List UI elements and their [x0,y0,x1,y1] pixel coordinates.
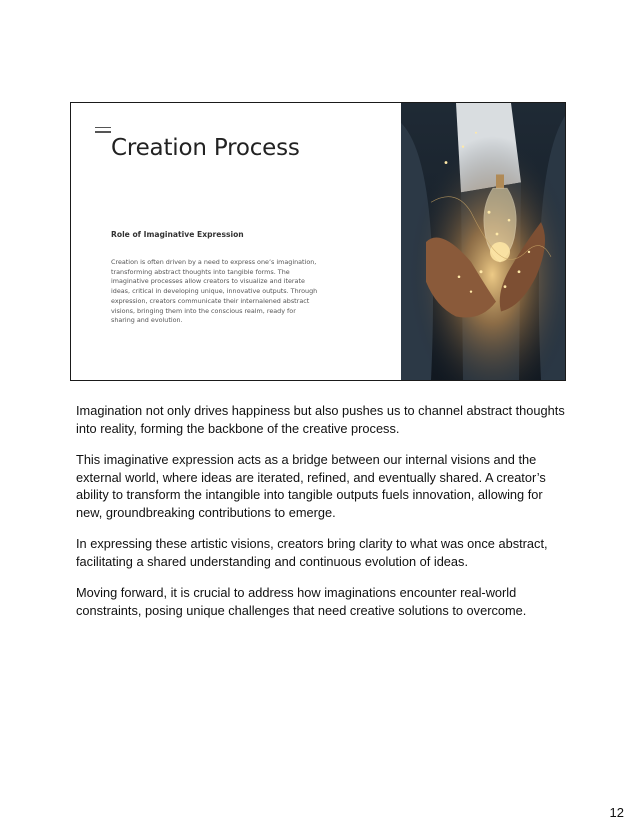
document-body [76,402,566,633]
lightbulb-hands-photo [401,103,566,380]
lightbulb-hands-illustration [401,103,566,380]
accent-lines-icon [95,127,111,136]
paragraph: Moving forward, it is crucial to address how imaginations encounter real-world constraints, posing unique challenges that need creative solutions to overcome. [76,585,527,618]
paragraph: Imagination not only drives happiness but also pushes us to channel abstract thoughts into reality, forming the backbone of the creative process. [76,403,565,436]
slide-title: Creation Process [111,135,300,161]
page-number: 12 [609,805,624,820]
paragraph: This imaginative expression acts as a bridge between our internal visions and the external world, where ideas are iterated, refined, and eventually shared. A creator’s ability to transform the intangible into tangible outputs fuels innovation, allowing for new, groundbreaking contributions to emerge. [76,452,546,520]
slide-text-panel [71,103,401,380]
paragraph: In expressing these artistic visions, creators bring clarity to what was once abstract, facilitating a shared understanding and continuous evolution of ideas. [76,536,548,569]
slide-thumbnail [70,102,566,381]
slide-subtitle: Role of Imaginative Expression [111,230,244,239]
slide-body-text: Creation is often driven by a need to express one’s imagination, transforming abstract thoughts into tangible forms. The imaginative processes allow creators to visualize and iterate ideas, critical in developing unique, innovative outputs. Through expression, creators communicate their internalened abstract visions, bringing them into the conscious realm, ready for sharing and evolution. [111,258,318,325]
